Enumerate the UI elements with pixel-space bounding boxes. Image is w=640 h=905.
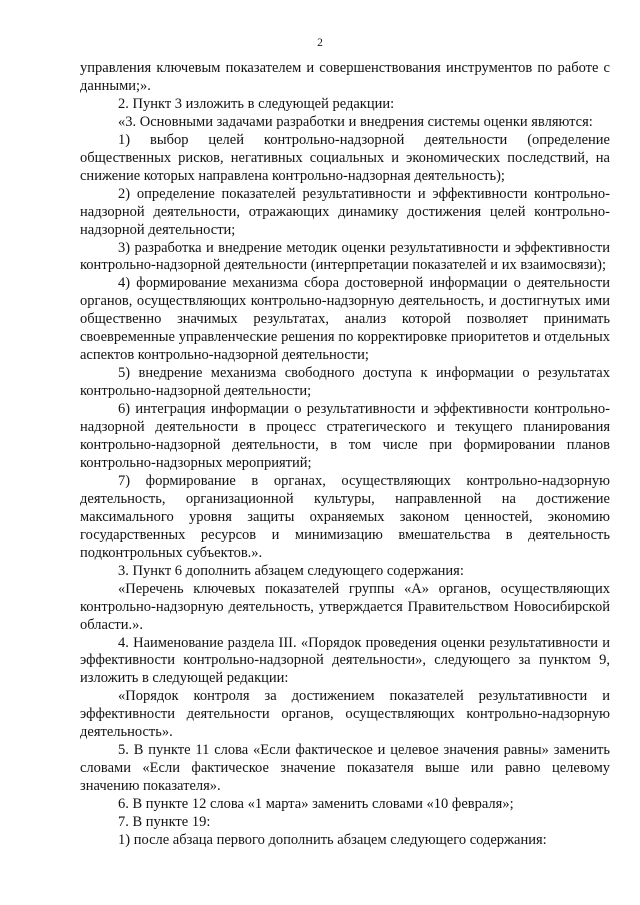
paragraph-item-3: 3. Пункт 6 дополнить абзацем следующего содержания: bbox=[118, 562, 464, 579]
paragraph-item-2: 2. Пункт 3 изложить в следующей редакции: bbox=[118, 95, 395, 112]
paragraph-point-3-intro: «3. Основными задачами разработки и внедрения системы оценки являются: bbox=[118, 113, 593, 130]
paragraph-item-7-subitem-1: 1) после абзаца первого дополнить абзацем следующего содержания: bbox=[118, 831, 547, 848]
paragraph-continuation: управления ключевым показателем и совершенствования инструментов по работе с данными;». bbox=[80, 60, 610, 94]
paragraph-subitem-6: 6) интеграция информации о результативности и эффективности контрольно-надзорной деятельности в процесс стратегического и текущего планирования контрольно-надзорной деятельности, в том числе при формировании планов контрольно-надзорных мероприятий; bbox=[80, 401, 610, 471]
paragraph-subitem-3: 3) разработка и внедрение методик оценки результативности и эффективности контрольно-надзорной деятельности (интерпретации показателей и их взаимосвязи); bbox=[80, 239, 610, 274]
paragraph-subitem-2: 2) определение показателей результативности и эффективности контрольно-надзорной деятельности, отражающих динамику достижения целей контрольно-надзорной деятельности; bbox=[80, 185, 610, 238]
paragraph-item-7: 7. В пункте 19: bbox=[118, 814, 211, 831]
paragraph-subitem-5: 5) внедрение механизма свободного доступа к информации о результатах контрольно-надзорной деятельности; bbox=[80, 365, 610, 400]
document-body bbox=[80, 60, 610, 850]
page-number: 2 bbox=[317, 37, 323, 49]
paragraph-item-4: 4. Наименование раздела III. «Порядок проведения оценки результативности и эффективности контрольно-надзорной деятельности», следующего за пунктом 9, изложить в следующей редакции: bbox=[80, 634, 610, 687]
paragraph-item-5: 5. В пункте 11 слова «Если фактическое и целевое значения равны» заменить словами «Если фактическое значение показателя выше или равно целевому значению показателя». bbox=[80, 742, 610, 795]
paragraph-item-3-text: «Перечень ключевых показателей группы «А» органов, осуществляющих контрольно-надзорную деятельность, утверждается Правительством Новосибирской области.». bbox=[80, 580, 610, 633]
paragraph-item-4-text: «Порядок контроля за достижением показателей результативности и эффективности деятельности органов, осуществляющих контрольно-надзорную деятельность». bbox=[80, 688, 610, 741]
paragraph-item-6: 6. В пункте 12 слова «1 марта» заменить словами «10 февраля»; bbox=[118, 796, 514, 813]
paragraph-subitem-1: 1) выбор целей контрольно-надзорной деятельности (определение общественных рисков, негативных социальных и экономических последствий, на снижение которых направлена контрольно-надзорная деятельность); bbox=[80, 131, 610, 184]
paragraph-subitem-7: 7) формирование в органах, осуществляющих контрольно-надзорную деятельность, организационной культуры, направленной на достижение максимального уровня защиты охраняемых законом ценностей, экономию государственных ресурсов и минимизацию вмешательства в деятельность подконтрольных субъектов.». bbox=[80, 472, 610, 561]
paragraph-subitem-4: 4) формирование механизма сбора достоверной информации о деятельности органов, осуществляющих контрольно-надзорную деятельность, и достигнутых ими общественно значимых результатах, анализ которой позволяет принимать своевременные управленческие решения по корректировке приоритетов и отдельных аспектов контрольно-надзорной деятельности; bbox=[80, 275, 610, 364]
